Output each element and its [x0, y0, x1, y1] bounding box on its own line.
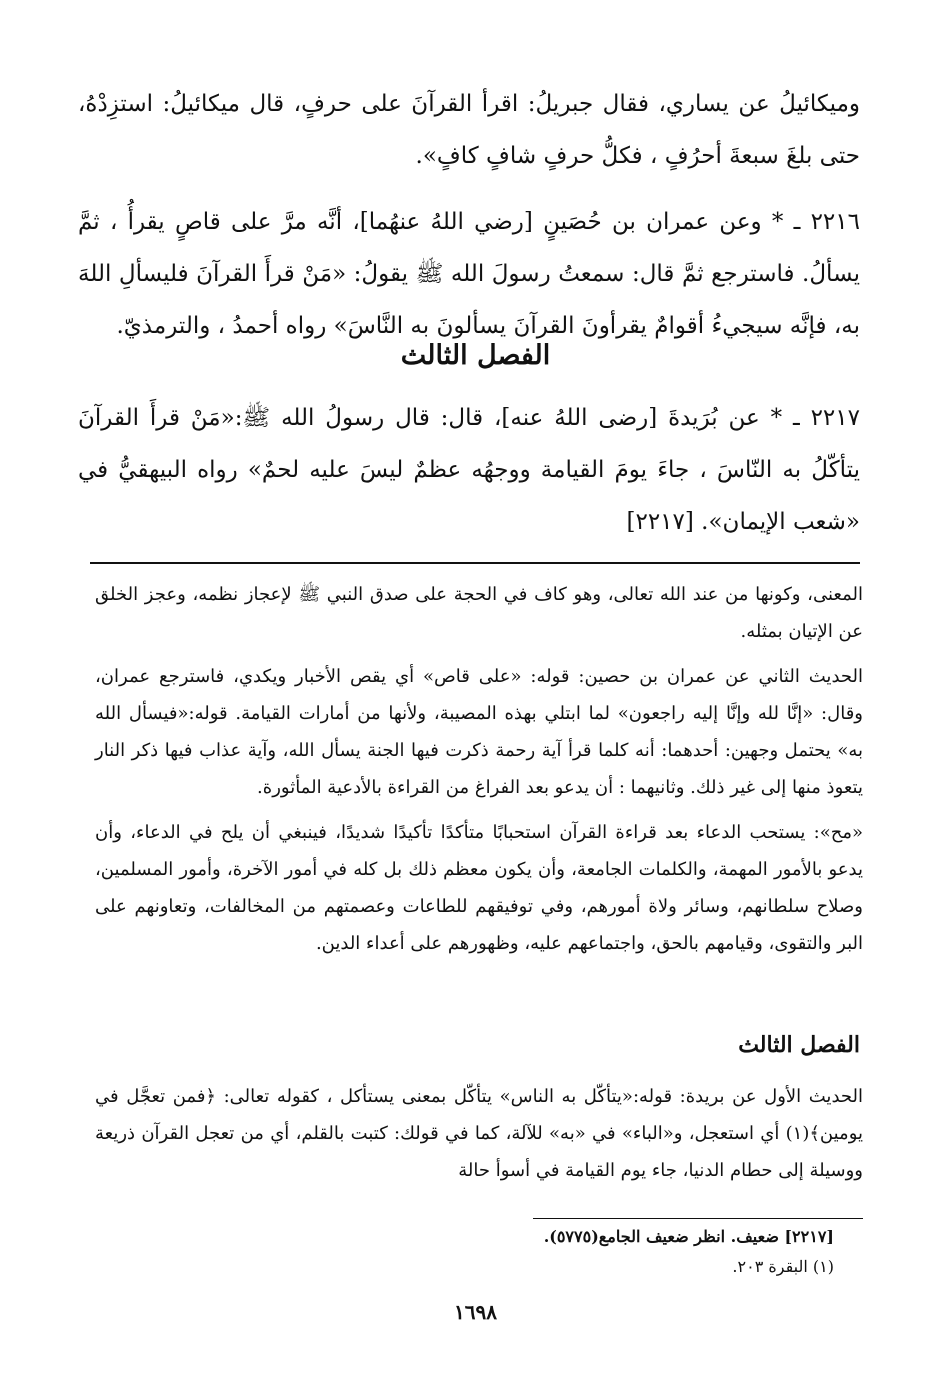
footnote-rule [533, 1218, 863, 1219]
commentary-paragraph: الحديث الأول عن بريدة: قوله:«يتأكّل به الناس» يتأكّل بمعنى يستأكل ، كقوله تعالى: ﴿فمن تعجَّل في يومين﴾(١) أي استعجل، و«الباء» في «به» للآلة، كما في قولك: كتبت بالقلم، أي من تعجل القرآن ذريعة ووسيلة إلى حطام الدنيا، جاء يوم القيامة في أسوأ حالة [95, 1086, 863, 1181]
main-text [78, 78, 860, 352]
hadith-2216: ٢٢١٦ ـ * وعن عمران بن حُصَينٍ [رضي اللهُ عنهُما]، أنَّه مرَّ على قاصٍ يقرأُ ، ثمَّ يسألُ. فاسترجع ثمَّ قال: سمعتُ رسولَ الله ﷺ يقولُ: «مَنْ قرأَ القرآنَ فليسألِ اللهَ به، فإنَّه سيجيءُ أقوامٌ يقرأونَ القرآنَ يسألونَ به النَّاسَ» رواه أحمدُ ، والترمذيّ. [78, 209, 860, 339]
divider-rule [90, 562, 860, 564]
footnotes [544, 1222, 834, 1282]
hadith-continuation: وميكائيلُ عن يساري، فقال جبريلُ: اقرأ القرآنَ على حرفٍ، قال ميكائيلُ: استزِدْهُ، حتى بلغَ سبعةَ أحرُفٍ ، فكلُّ حرفٍ شافٍ كافٍ». [78, 91, 860, 169]
commentary [95, 576, 863, 970]
commentary-paragraph: الحديث الثاني عن عمران بن حصين: قوله: «على قاص» أي يقص الأخبار ويكدي، فاسترجع عمران، وقال: «إنَّا لله وإنَّا إليه راجعون» لما ابتلي بهذه المصيبة، ولأنها من أمارات القيامة. قوله:«فيسأل الله به» يحتمل وجهين: أحدهما: أنه كلما قرأ آية رحمة ذكرت فيها الجنة يسأل الله، وآية عذاب فيها ذكر النار يتعوذ منها إلى غير ذلك. وثانيهما : أن يدعو بعد الفراغ من القراءة بالأدعية المأثورة. [95, 666, 863, 798]
footnote-grading: [٢٢١٧] ضعيف. انظر ضعيف الجامع(٥٧٧٥). [543, 1227, 834, 1246]
commentary-paragraph: «مح»: يستحب الدعاء بعد قراءة القرآن استحبابًا متأكدًا تأكيدًا شديدًا، فينبغي أن يلح في الدعاء، وأن يدعو بالأمور المهمة، والكلمات الجامعة، وأن يكون معظم ذلك بل كله في أمور الآخرة، وأمور المسلمين، وصلاح سلطانهم، وسائر ولاة أمورهم، وفي توفيقهم للطاعات وعصمتهم من المخالفات، وتعاونهم على البر والتقوى، وقيامهم بالحق، واجتماعهم عليه، وظهورهم على أعداء الدين. [95, 822, 863, 954]
commentary-section-heading: الفصل الثالث [738, 1032, 860, 1058]
commentary-paragraph: المعنى، وكونها من عند الله تعالى، وهو كاف في الحجة على صدق النبي ﷺ لإعجاز نظمه، وعجز الخلق عن الإتيان بمثله. [95, 584, 863, 642]
page-number: ١٦٩٨ [454, 1300, 497, 1324]
footnote-reference: (١) البقرة ٢٠٣. [732, 1257, 834, 1276]
commentary-section-3 [95, 1078, 863, 1197]
main-text-section-3 [78, 392, 860, 548]
hadith-2217: ٢٢١٧ ـ * عن بُرَيدةَ [رضى اللهُ عنه]، قال: قال رسولُ الله ﷺ:«مَنْ قرأَ القرآنَ يتأكّلُ به النّاسَ ، جاءَ يومَ القيامة ووجهُه عظمٌ ليسَ عليه لحمٌ» رواه البيهقيُّ في «شعب الإيمان». [٢٢١٧] [78, 405, 860, 535]
section-heading: الفصل الثالث [400, 340, 551, 371]
